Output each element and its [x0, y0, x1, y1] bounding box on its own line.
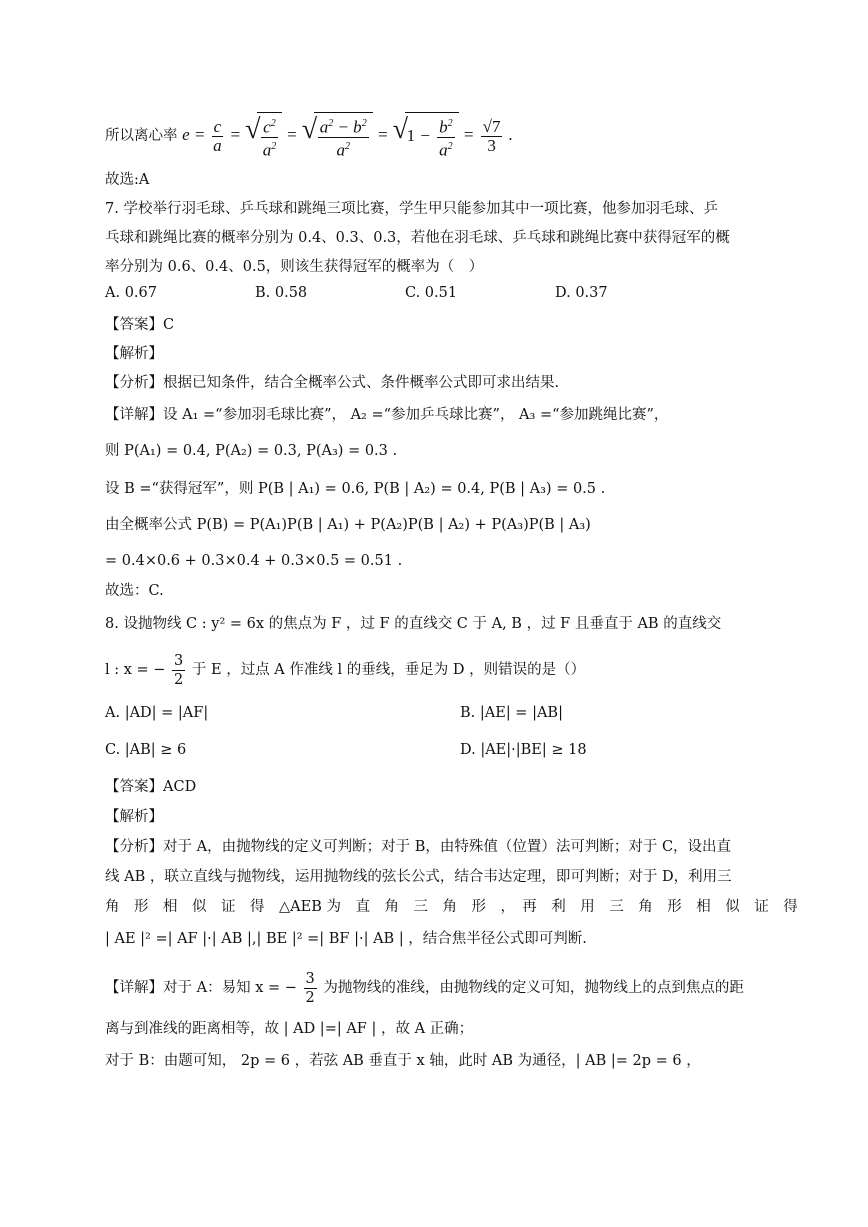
- question-8-line-2: [105, 648, 585, 692]
- formula-body: e = $\frac{c}{a}$ = √ $\frac{c^2}{a^2}$ = √ $\frac{a^2 - b^2}{a^2}$ = √ 1 − $\frac{b^2}{a^2}$ = $\frac{√7}{3}$ .: [182, 114, 513, 160]
- option-b: B. 0.58: [255, 285, 308, 301]
- option-a: A. 0.67: [105, 285, 157, 301]
- detail-line-1: 【详解】设 A₁ =“参加羽毛球比赛”， A₂ =“参加乒乓球比赛”， A₃ =“参加跳绳比赛”，: [105, 407, 669, 423]
- eccentricity-formula: [105, 112, 513, 158]
- question-7-line-3: 率分别为 0.6、0.4、0.5，则该生获得冠军的概率为（ ）: [105, 259, 484, 275]
- q8-option-d: D. |AE|·|BE| ≥ 18: [460, 742, 587, 758]
- detail-8-line-2: 离与到准线的距离相等，故 | AD |=| AF | ，故 A 正确；: [105, 1021, 474, 1037]
- detail-8-line-1: [105, 966, 744, 1010]
- detail-line-3: 设 B =“获得冠军”，则 P(B | A₁) = 0.6, P(B | A₂) = 0.4, P(B | A₃) = 0.5 .: [105, 481, 606, 497]
- detail-8-prefix: 【详解】对于 A：易知 x = −: [105, 980, 297, 996]
- analysis-text: 【分析】根据已知条件，结合全概率公式、条件概率公式即可求出结果.: [105, 375, 560, 391]
- option-d: D. 0.37: [555, 285, 608, 301]
- fraction: $\frac{3}{2}$: [174, 652, 184, 688]
- q8-option-c: C. |AB| ≥ 6: [105, 742, 187, 758]
- detail-8-rest: 为抛物线的准线，由抛物线的定义可知，抛物线上的点到焦点的距: [323, 980, 744, 996]
- analysis-8-line-3: 角 形 相 似 证 得 △AEB 为 直 角 三 角 形 ， 再 利 用 三 角 形 相 似 证 得: [105, 899, 798, 915]
- question-8-rest: 于 E ，过点 A 作准线 l 的垂线，垂足为 D ，则错误的是（）: [191, 662, 586, 678]
- detail-line-2: 则 P(A₁) = 0.4, P(A₂) = 0.3, P(A₃) = 0.3 .: [105, 443, 398, 459]
- detail-line-4: 由全概率公式 P(B) = P(A₁)P(B | A₁) + P(A₂)P(B | A₂) + P(A₃)P(B | A₃): [105, 517, 591, 533]
- analysis-label-8: 【解析】: [105, 809, 163, 825]
- analysis-label: 【解析】: [105, 346, 163, 362]
- analysis-8-line-2: 线 AB ，联立直线与抛物线，运用抛物线的弦长公式，结合韦达定理，即可判断；对于 D，利用三: [105, 869, 732, 885]
- option-c: C. 0.51: [405, 285, 458, 301]
- q8-option-b: B. |AE| = |AB|: [460, 705, 563, 721]
- q8-option-a: A. |AD| = |AF|: [105, 705, 209, 721]
- question-7-options: [105, 285, 705, 301]
- analysis-8-line-1: 【分析】对于 A，由抛物线的定义可判断；对于 B，由特殊值（位置）法可判断；对于 C，设出直: [105, 839, 732, 855]
- detail-8-line-3: 对于 B：由题可知， 2p = 6 ，若弦 AB 垂直于 x 轴，此时 AB 为通径，| AB |= 2p = 6 ，: [105, 1053, 701, 1069]
- detail-line-5: = 0.4×0.6 + 0.3×0.4 + 0.3×0.5 = 0.51 .: [105, 553, 403, 569]
- question-7-line-2: 乓球和跳绳比赛的概率分别为 0.4、0.3、0.3，若他在羽毛球、乒乓球和跳绳比赛中获得冠军的概: [105, 230, 730, 246]
- answer-line: 故选：C.: [105, 583, 164, 599]
- question-7-line-1: 7. 学校举行羽毛球、乒乓球和跳绳三项比赛，学生甲只能参加其中一项比赛，他参加羽毛球、乒: [105, 201, 718, 217]
- analysis-8-line-4: | AE |² =| AF |·| AB |,| BE |² =| BF |·| AB | ，结合焦半径公式即可判断.: [105, 931, 587, 947]
- directrix-eq: l : x = −: [105, 662, 166, 678]
- question-8-line-1: 8. 设抛物线 C : y² = 6x 的焦点为 F ，过 F 的直线交 C 于 A, B ，过 F 且垂直于 AB 的直线交: [105, 616, 722, 632]
- formula-prefix: 所以离心率: [105, 128, 178, 144]
- fraction-2: $\frac{3}{2}$: [305, 970, 315, 1006]
- answer-choice-line: 故选:A: [105, 172, 150, 188]
- answer-label-8: 【答案】ACD: [105, 779, 197, 795]
- answer-label: 【答案】C: [105, 317, 175, 333]
